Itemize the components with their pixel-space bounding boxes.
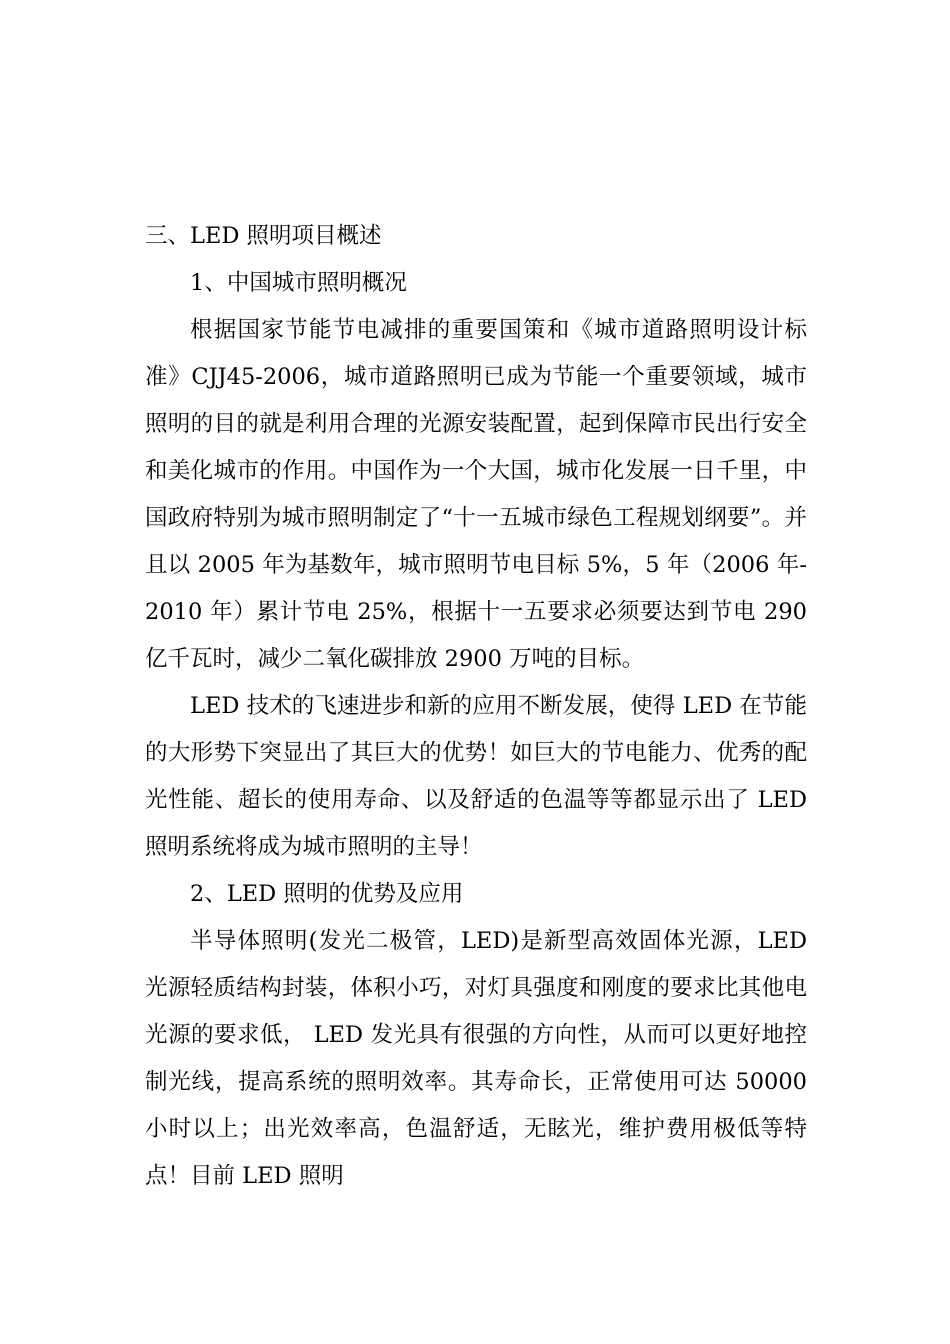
subsection-heading-2: 2、LED 照明的优势及应用 [190,881,464,907]
document-body [145,213,807,1200]
paragraph-urban-lighting: 根据国家节能节电减排的重要国策和《城市道路照明设计标准》CJJ45-2006，城市道路照明已成为节能一个重要领域，城市照明的目的就是利用合理的光源安装配置，起到保障市民出行安全和美化城市的作用。中国作为一个大国，城市化发展一日千里，中国政府特别为城市照明制定了“十一五城市绿色工程规划纲要”。并且以 2005 年为基数年，城市照明节电目标 5%，5 年（2006 年-2010 年）累计节电 25%，根据十一五要求必须要达到节电 290 亿千瓦时，减少二氧化碳排放 2900 万吨的目标。 [145,317,807,672]
paragraph-led-advantages: LED 技术的飞速进步和新的应用不断发展，使得 LED 在节能的大形势下突显出了其巨大的优势！如巨大的节电能力、优秀的配光性能、超长的使用寿命、以及舒适的色温等等都显示出了 LED 照明系统将成为城市照明的主导！ [145,693,807,860]
section-heading: 三、LED 照明项目概述 [145,223,382,249]
paragraph-semiconductor-lighting: 半导体照明(发光二极管，LED)是新型高效固体光源，LED 光源轻质结构封装，体积小巧，对灯具强度和刚度的要求比其他电光源的要求低， LED 发光具有很强的方向性，从而可以更好地控制光线，提高系统的照明效率。其寿命长，正常使用可达 50000 小时以上；出光效率高，色温舒适，无眩光，维护费用极低等特点！目前 LED 照明 [145,928,807,1189]
subsection-heading-1: 1、中国城市照明概况 [190,270,407,296]
